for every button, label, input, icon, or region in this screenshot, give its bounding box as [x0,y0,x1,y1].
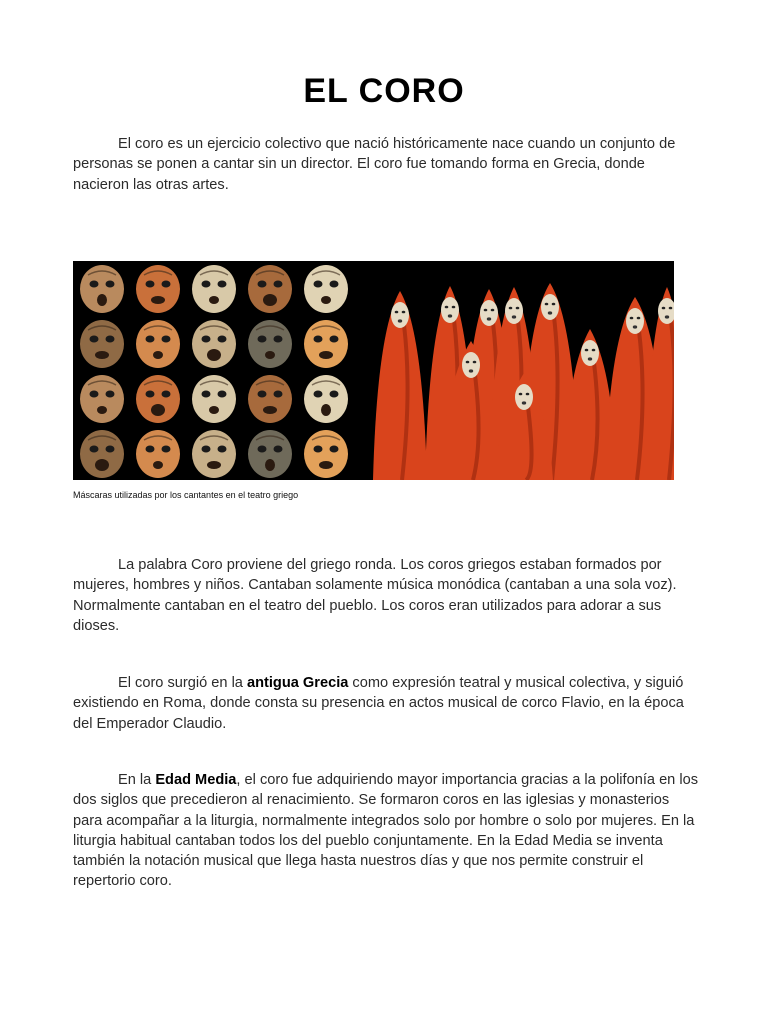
theatre-mask-icon [136,320,180,368]
theatre-mask-icon [136,265,180,313]
theatre-mask-icon [136,375,180,423]
theatre-mask-icon [192,430,236,478]
paragraph-greece-after: como expresión teatral y musical colectiva, y siguió existiendo en Roma, donde consta su presencia en actos musical de corco Flavio, en la época del Emperador Claudio. [73,675,684,732]
theatre-mask-icon [80,430,124,478]
masks-and-chorus-illustration [73,261,674,480]
theatre-mask-icon [192,320,236,368]
paragraph-intro [73,134,698,195]
theatre-mask-icon [304,375,348,423]
theatre-mask-icon [192,375,236,423]
paragraph-greece [73,673,698,734]
theatre-mask-icon [304,430,348,478]
theatre-mask-icon [80,375,124,423]
page-title: EL CORO [303,72,465,110]
masks-and-chorus-image [73,261,674,480]
paragraph-origin-text: La palabra Coro proviene del griego ronda. Los coros griegos estaban formados por mujeres, hombres y niños. Cantaban solamente música monódica (cantaban a una sola voz). Normalmente cantaban en el teatro del pueblo. Los coros eran utilizados para adorar a sus dioses. [73,557,677,634]
paragraph-middle-ages-before: En la [118,772,156,788]
theatre-mask-icon [248,375,292,423]
theatre-mask-icon [80,320,124,368]
paragraph-greece-before: El coro surgió en la [118,675,247,691]
theatre-mask-icon [304,320,348,368]
paragraph-middle-ages-bold: Edad Media [155,772,237,788]
theatre-mask-icon [248,265,292,313]
paragraph-origin [73,555,698,636]
theatre-mask-icon [248,320,292,368]
theatre-mask-icon [304,265,348,313]
figure-caption: Máscaras utilizadas por los cantantes en el teatro griego [73,490,299,500]
paragraph-middle-ages-after: , el coro fue adquiriendo mayor importancia gracias a la polifonía en los dos siglos que precedieron al renacimiento. Se formaron coros en las iglesias y monasterios para acompañar a la liturgia, normalmente integrados solo por hombre o solo por mujeres. En la liturgia habitual cantaban todos los del pueblo conjuntamente. En la Edad Media se inventa también la notación musical que llega hasta nuestros días y que nos permite construir el repertorio coro. [73,772,699,890]
paragraph-greece-bold: antigua Grecia [246,675,349,691]
theatre-mask-icon [80,265,124,313]
theatre-mask-icon [192,265,236,313]
paragraph-intro-text: El coro es un ejercicio colectivo que nació históricamente nace cuando un conjunto de personas se ponen a cantar sin un director. El coro fue tomando forma en Grecia, donde nacieron las otras artes. [73,136,676,193]
theatre-mask-icon [248,430,292,478]
paragraph-middle-ages [73,770,698,892]
theatre-mask-icon [136,430,180,478]
